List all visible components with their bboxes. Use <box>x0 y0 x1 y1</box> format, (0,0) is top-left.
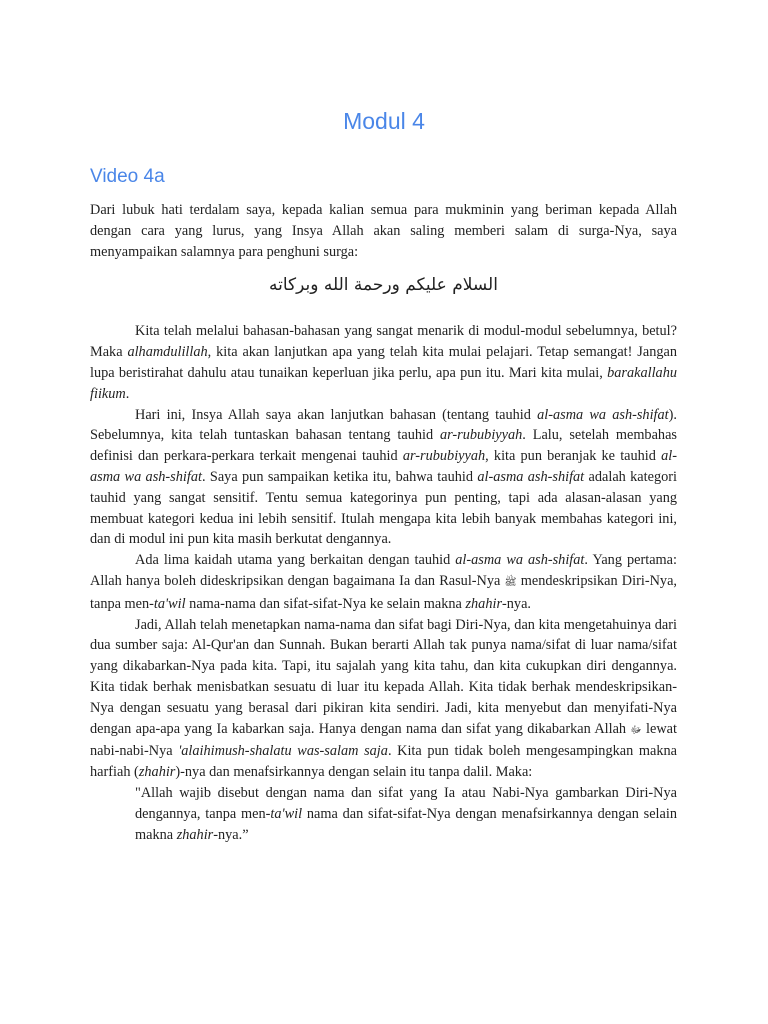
text-span: . Kita pun tidak boleh mengesampingkan makna harfiah ( <box>90 743 677 781</box>
video-heading: Video 4a <box>90 166 165 187</box>
text-span: , kita akan lanjutkan apa yang telah kita mulai pelajari. Tetap semangat! Jangan lupa beristirahat dahulu atau tunaikan keperluan jika perlu, apa pun itu. Mari kita mulai, <box>90 344 677 381</box>
text-span: . Lalu, setelah membahas definisi dan perkara-perkara terkait mengenai tauhid <box>90 427 677 465</box>
italic-term: barakallahu fiikum <box>90 364 677 402</box>
paragraph-1 <box>90 321 677 404</box>
module-title: Modul 4 <box>343 108 425 134</box>
text-span: mendeskripsikan Diri-Nya, tanpa men- <box>90 572 677 612</box>
text-span: . Yang pertama: Allah hanya boleh dideskripsikan dengan bagaimana Ia dan Rasul-Nya <box>90 552 677 589</box>
document-body <box>90 200 677 845</box>
text-span: , kita pun beranjak ke tauhid <box>485 448 662 465</box>
text-span: Jadi, Allah telah menetapkan nama-nama dan sifat bagi Diri-Nya, dan kita mengetahuinya dari dua sumber saja: Al-Qur'an dan Sunnah. Bukan berarti Allah tak punya nama/sifat di luar nama/sifat yang dikabarkan-Nya pada kita. Tapi, itu sajalah yang kita tahu, dan kita cukupkan diri dengannya. Kita tidak berhak menisbatkan sesuatu di luar itu kepada Allah. Kita tidak berhak mendeskripsikan-Nya dengan sesuatu yang berasal dari pikiran kita sendiri. Jadi, kita menyebut dan menyifati-Nya dengan apa-apa yang Ia kabarkan saja. Hanya dengan nama dan sifat yang dikabarkan Allah <box>90 616 677 737</box>
italic-term: ta'wil <box>270 805 303 822</box>
paragraph-3 <box>90 550 677 614</box>
italic-term: zhahir <box>176 826 214 843</box>
text-span: . Saya pun sampaikan ketika itu, bahwa tauhid <box>201 468 478 485</box>
italic-term: 'alaihimush-shalatu was-salam saja <box>178 743 388 760</box>
text-span: . <box>125 385 130 402</box>
text-span: "Allah wajib disebut dengan nama dan sifat yang Ia atau Nabi-Nya gambarkan Diri-Nya dengannya, tanpa men- <box>135 784 677 822</box>
jalla-jalaluh-glyph: ﷻ <box>630 724 642 736</box>
intro-paragraph: Dari lubuk hati terdalam saya, kepada kalian semua para mukminin yang beriman kepada Allah dengan cara yang lurus, yang Insya Allah akan saling memberi salam di surga-Nya, saya menyampaikan salamnya para penghuni surga: <box>90 202 677 260</box>
text-span: adalah kategori tauhid yang sangat sensitif. Tentu semua kategorinya pun penting, tapi ada alasan-alasan yang membuat kategori kedua ini lebih sensitif. Itulah mengapa kita lebih banyak membahas kategori ini, dan di modul ini pun kita masih berkutat dengannya. <box>90 468 677 548</box>
text-span: -nya.” <box>213 826 249 843</box>
text-span: nama-nama dan sifat-sifat-Nya ke selain makna <box>185 595 466 612</box>
text-span: lewat nabi-nabi-Nya <box>90 720 677 760</box>
arabic-salam: السلام عليكم ورحمة الله وبركاته <box>269 275 498 296</box>
text-span: -nya. <box>502 595 531 612</box>
text-span: Kita telah melalui bahasan-bahasan yang sangat menarik di modul-modul sebelumnya, betul? Maka <box>90 323 677 361</box>
text-span: Hari ini, Insya Allah saya akan lanjutkan bahasan (tentang tauhid <box>135 406 538 423</box>
italic-term: ar-rububiyyah <box>439 427 523 444</box>
text-span: ). Sebelumnya, kita telah tuntaskan bahasan tentang tauhid <box>90 406 677 444</box>
italic-term: al-asma wa ash-shifat <box>537 406 669 423</box>
italic-term: zhahir <box>138 764 176 781</box>
italic-term: zhahir <box>465 595 503 612</box>
text-span: nama dan sifat-sifat-Nya dengan menafsirkannya dengan selain makna <box>135 805 677 843</box>
italic-term: ar-rububiyyah <box>402 448 486 465</box>
block-quote <box>135 783 677 845</box>
italic-term: al-asma ash-shifat <box>477 468 585 485</box>
text-span: )-nya dan menafsirkannya dengan selain itu tanpa dalil. Maka: <box>175 764 533 781</box>
paragraph-4 <box>90 615 677 783</box>
italic-term: ta'wil <box>153 595 186 612</box>
italic-term: alhamdulillah <box>127 344 208 361</box>
text-span: Ada lima kaidah utama yang berkaitan dengan tauhid <box>135 552 456 569</box>
salawat-glyph: ﷺ <box>504 576 517 588</box>
italic-term: al-asma wa ash-shifat <box>455 552 585 569</box>
italic-term: al-asma wa ash-shifat <box>90 448 677 485</box>
paragraph-2 <box>90 405 677 551</box>
